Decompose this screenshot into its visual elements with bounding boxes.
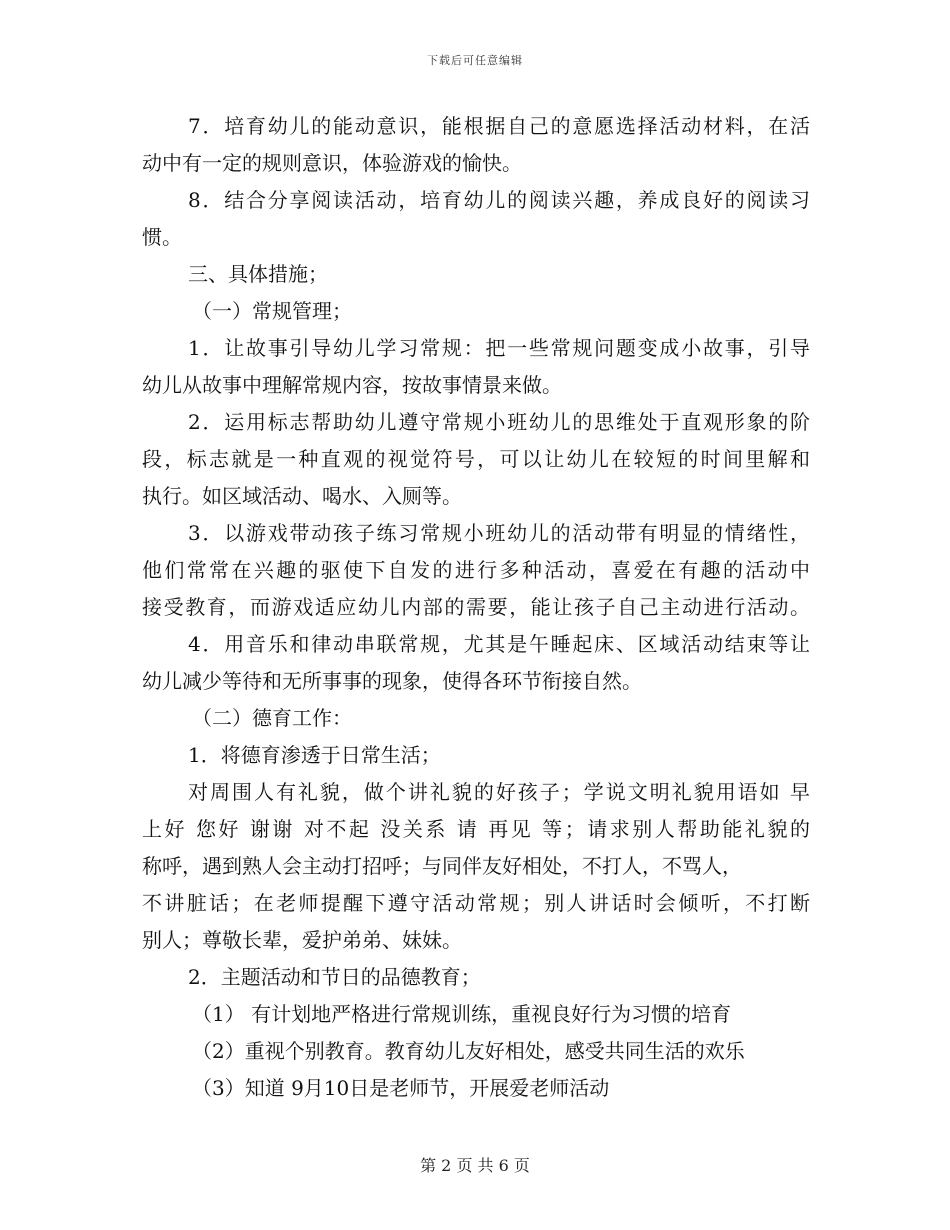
paragraph-line: 称呼，遇到熟人会主动打招呼；与同伴友好相处，不打人，不骂人， — [142, 854, 742, 878]
paragraph-line: 8．结合分享阅读活动，培育幼儿的阅读兴趣，养成良好的阅读习 — [188, 188, 810, 212]
paragraph-line: 上好 您好 谢谢 对不起 没关系 请 再见 等；请求别人帮助能礼貌的 — [142, 817, 810, 841]
page-header: 下载后可任意编辑 — [427, 54, 523, 67]
page-footer: 第 2 页 共 6 页 — [420, 1156, 530, 1175]
paragraph-line: 段，标志就是一种直观的视觉符号，可以让幼儿在较短的时间里解和 — [142, 447, 810, 471]
list-item: （2）重视个别教育。教育幼儿友好相处，感受共同生活的欢乐 — [192, 1039, 745, 1063]
list-item: （3）知道 9月10日是老师节，开展爱老师活动 — [192, 1076, 610, 1100]
paragraph-line: 别人；尊敬长辈，爱护弟弟、妹妹。 — [142, 928, 462, 952]
paragraph-line: 2．运用标志帮助幼儿遵守常规小班幼儿的思维处于直观形象的阶 — [188, 410, 810, 434]
paragraph-line: 1．将德育渗透于日常生活； — [188, 743, 441, 767]
paragraph-line: 他们常常在兴趣的驱使下自发的进行多种活动，喜爱在有趣的活动中 — [142, 558, 810, 582]
paragraph-line: 接受教育，而游戏适应幼儿内部的需要，能让孩子自己主动进行活动。 — [142, 595, 810, 619]
document-body — [142, 108, 810, 1107]
paragraph-line: 对周围人有礼貌，做个讲礼貌的好孩子；学说文明礼貌用语如 早 — [188, 780, 810, 804]
paragraph-line: 幼儿减少等待和无所事事的现象，使得各环节衔接自然。 — [142, 669, 642, 693]
paragraph-line: 1．让故事引导幼儿学习常规：把一些常规问题变成小故事，引导 — [188, 336, 810, 360]
paragraph-line: 4．用音乐和律动串联常规，尤其是午睡起床、区域活动结束等让 — [188, 632, 810, 656]
paragraph-line: 幼儿从故事中理解常规内容，按故事情景来做。 — [142, 373, 562, 397]
paragraph-line: 3．以游戏带动孩子练习常规小班幼儿的活动带有明显的情绪性， — [188, 521, 810, 545]
paragraph-line: 不讲脏话；在老师提醒下遵守活动常规；别人讲话时会倾听，不打断 — [142, 891, 810, 915]
paragraph-line: 执行。如区域活动、喝水、入厕等。 — [142, 484, 462, 508]
section-heading: 三、具体措施； — [188, 262, 328, 286]
subsection-heading: （一）常规管理； — [192, 299, 352, 323]
list-item: （1） 有计划地严格进行常规训练，重视良好行为习惯的培育 — [192, 1002, 732, 1026]
paragraph-line: 7．培育幼儿的能动意识，能根据自己的意愿选择活动材料，在活 — [188, 114, 810, 138]
paragraph-line: 动中有一定的规则意识，体验游戏的愉快。 — [142, 151, 522, 175]
paragraph-line: 2．主题活动和节日的品德教育； — [188, 965, 481, 989]
paragraph-line: 惯。 — [142, 225, 182, 249]
subsection-heading: （二）德育工作： — [192, 706, 352, 730]
